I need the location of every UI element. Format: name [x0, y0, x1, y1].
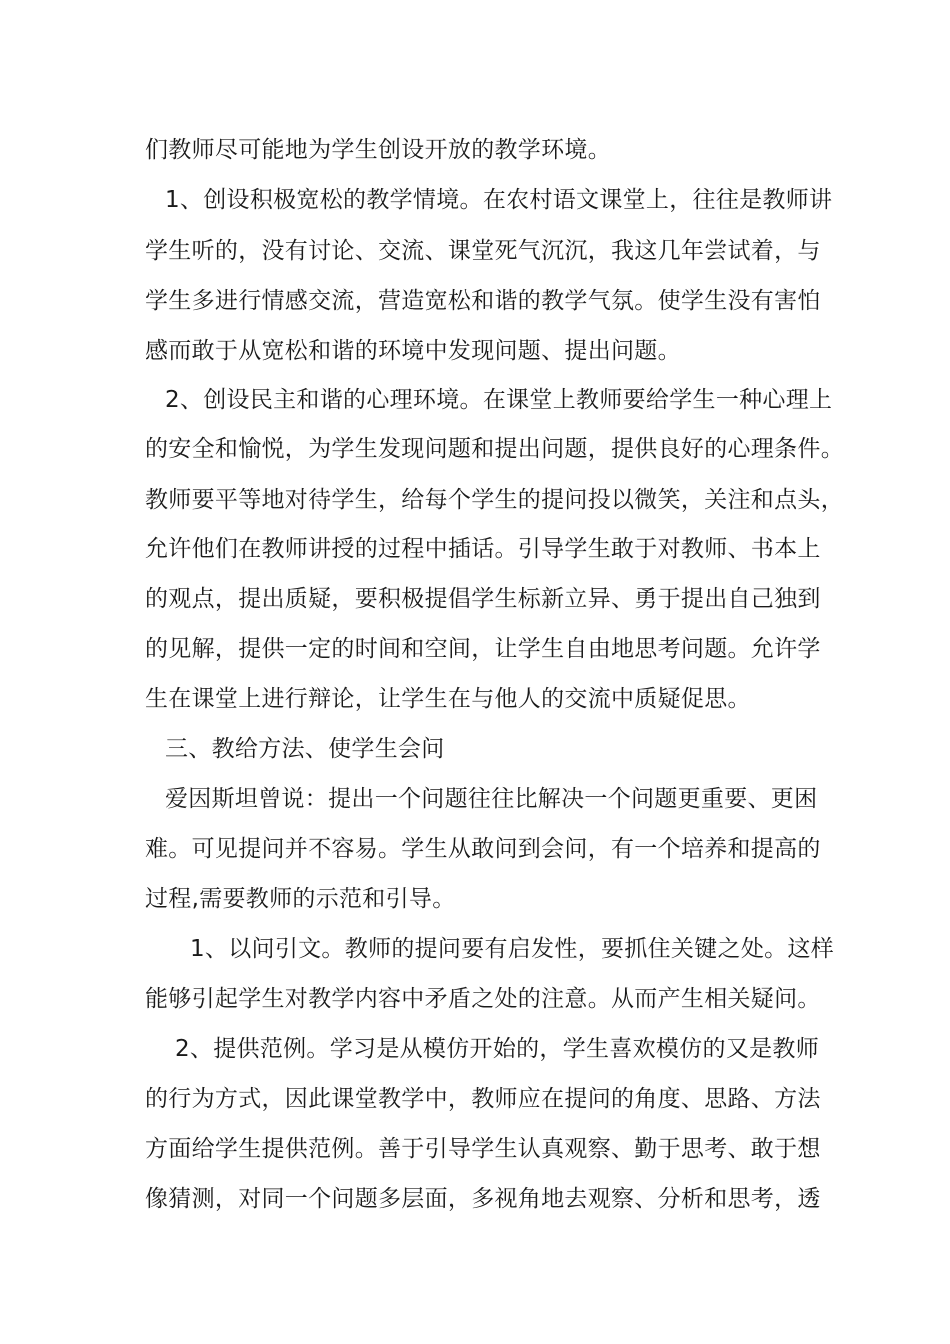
text-line-18: 能够引起学生对教学内容中矛盾之处的注意。从而产生相关疑问。: [145, 986, 821, 1012]
text-line-6: 2、创设民主和谐的心理环境。在课堂上教师要给学生一种心理上: [165, 387, 833, 413]
text-line-12: 生在课堂上进行辩论，让学生在与他人的交流中质疑促思。: [145, 686, 751, 712]
text-line-11: 的见解，提供一定的时间和空间，让学生自由地思考问题。允许学: [145, 636, 821, 662]
text-line-7: 的安全和愉悦，为学生发现问题和提出问题，提供良好的心理条件。: [145, 436, 844, 462]
text-line-1: 们教师尽可能地为学生创设开放的教学环境。: [145, 137, 611, 163]
text-line-10: 的观点，提出质疑，要积极提倡学生标新立异、勇于提出自己独到: [145, 586, 821, 612]
text-line-2: 1、创设积极宽松的教学情境。在农村语文课堂上，往往是教师讲: [165, 187, 833, 213]
text-line-3: 学生听的，没有讨论、交流、课堂死气沉沉，我这几年尝试着，与: [145, 238, 821, 264]
text-line-5: 感而敢于从宽松和谐的环境中发现问题、提出问题。: [145, 338, 681, 364]
text-line-17: 1、以问引文。教师的提问要有启发性，要抓住关键之处。这样: [190, 936, 835, 962]
text-line-21: 方面给学生提供范例。善于引导学生认真观察、勤于思考、敢于想: [145, 1136, 821, 1162]
text-line-22: 像猜测，对同一个问题多层面，多视角地去观察、分析和思考，透: [145, 1186, 821, 1212]
text-line-20: 的行为方式，因此课堂教学中，教师应在提问的角度、思路、方法: [145, 1086, 821, 1112]
section-heading: 三、教给方法、使学生会问: [165, 736, 445, 762]
text-line-8: 教师要平等地对待学生，给每个学生的提问投以微笑，关注和点头，: [145, 487, 844, 513]
text-line-15: 难。可见提问并不容易。学生从敢问到会问，有一个培养和提高的: [145, 836, 821, 862]
text-line-9: 允许他们在教师讲授的过程中插话。引导学生敢于对教师、书本上: [145, 536, 821, 562]
text-line-16: 过程,需要教师的示范和引导。: [145, 886, 456, 912]
text-line-4: 学生多进行情感交流，营造宽松和谐的教学气氛。使学生没有害怕: [145, 288, 821, 314]
text-line-14: 爱因斯坦曾说：提出一个问题往往比解决一个问题更重要、更困: [165, 786, 818, 812]
text-line-19: 2、提供范例。学习是从模仿开始的，学生喜欢模仿的又是教师: [175, 1036, 820, 1062]
